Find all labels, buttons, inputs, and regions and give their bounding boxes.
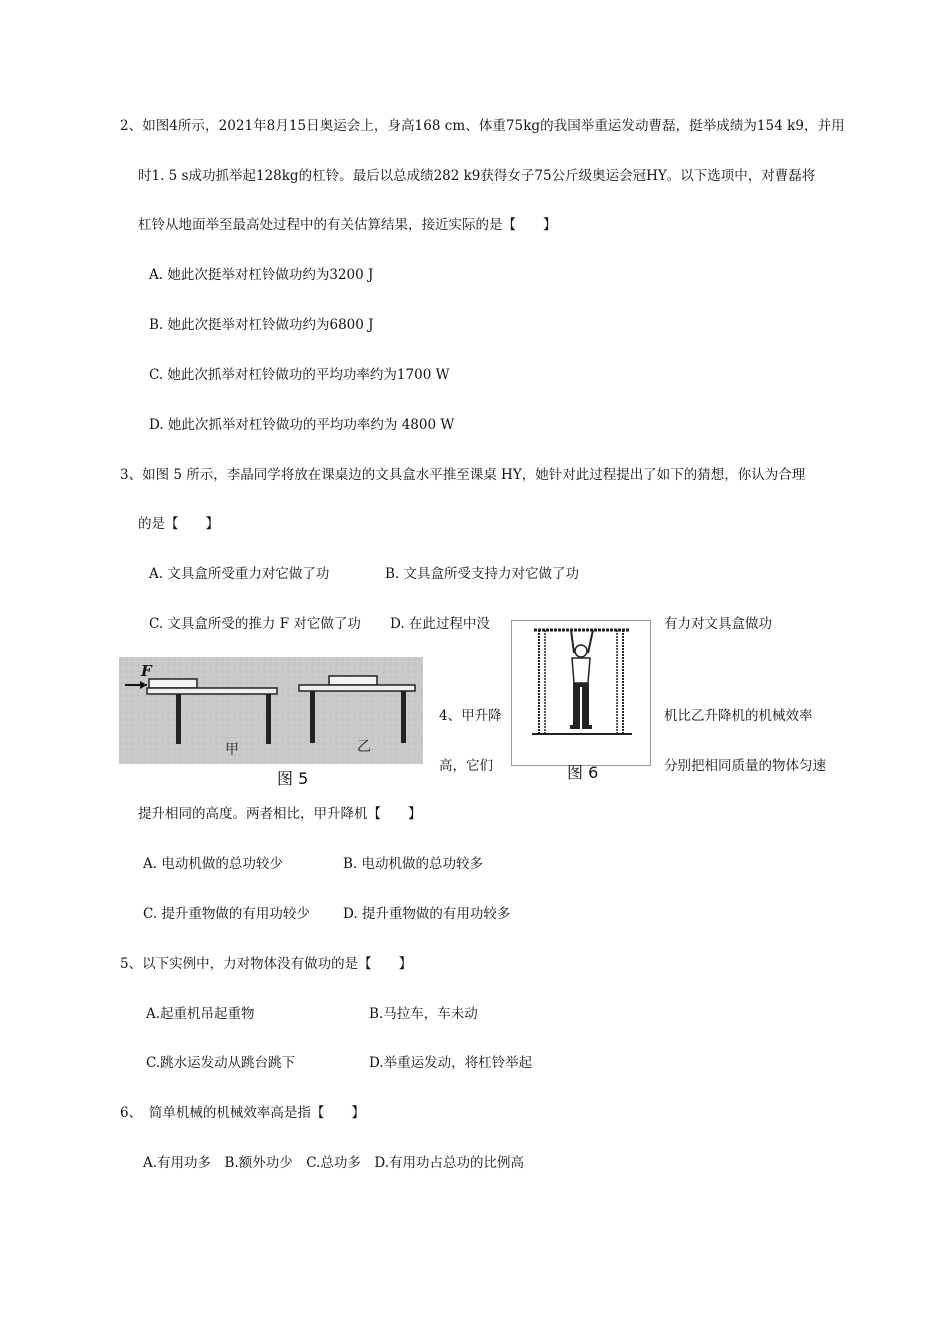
q5-option-b: B.马拉车，车未动: [369, 1006, 478, 1022]
figure-6-illustration: [512, 621, 650, 765]
q3-option-b: B. 文具盒所受支持力对它做了功: [385, 566, 580, 582]
q4-stem-end: 提升相同的高度。两者相比，甲升降机【 】: [138, 806, 422, 822]
q2-stem-line2: 时1. 5 s成功抓举起128kg的杠铃。最后以总成绩282 k9获得女子75公斤级奥运会冠HY。以下选项中，对曹磊将: [138, 168, 816, 184]
q4-fragment-3: 高，它们: [439, 758, 493, 774]
q3-option-d-right: 有力对文具盒做功: [664, 616, 772, 632]
q5-option-a: A.起重机吊起重物: [146, 1006, 255, 1022]
q3-stem-line1: 3、如图 5 所示，李晶同学将放在课桌边的文具盒水平推至课桌 HY，她针对此过程提出了如下的猜想，你认为合理: [120, 467, 806, 483]
pencil-box-left: [149, 679, 197, 688]
q5-option-d: D.举重运发动，将杠铃举起: [369, 1055, 533, 1071]
q3-option-d-left: D. 在此过程中没: [390, 616, 490, 632]
q2-stem-line3: 杠铃从地面举至最高处过程中的有关估算结果，接近实际的是【 】: [138, 217, 557, 233]
q6-options: A.有用功多 B.额外功少 C.总功多 D.有用功占总功的比例高: [143, 1155, 525, 1171]
desk-top-right: [299, 685, 415, 691]
label-yi: 乙: [357, 739, 371, 755]
q6-stem: 6、 简单机械的机械效率高是指【 】: [120, 1105, 365, 1121]
person-icon: [570, 630, 593, 729]
q2-option-c: C. 她此次抓举对杠铃做功的平均功率约为1700 W: [149, 367, 450, 383]
q4-fragment-2: 机比乙升降机的机械效率: [664, 708, 813, 724]
q3-stem-line2: 的是【 】: [138, 516, 219, 532]
q5-option-c: C.跳水运发动从跳台跳下: [146, 1055, 296, 1071]
figure-5: [119, 657, 423, 764]
pencil-box-right: [329, 676, 377, 685]
q3-option-c: C. 文具盒所受的推力 F 对它做了功: [149, 616, 361, 632]
q2-stem-line1: 2、如图4所示，2021年8月15日奥运会上，身高168 cm、体重75kg的我国举重运发动曹磊，挺举成绩为154 k9，并用: [120, 118, 845, 134]
desk-leg: [176, 694, 181, 744]
q3-option-a: A. 文具盒所受重力对它做了功: [149, 566, 330, 582]
q2-option-a: A. 她此次挺举对杠铃做功约为3200 J: [149, 267, 374, 283]
label-jia: 甲: [225, 742, 239, 758]
q4-option-a: A. 电动机做的总功较少: [143, 856, 283, 872]
desk-leg: [401, 691, 406, 743]
q4-option-d: D. 提升重物做的有用功较多: [343, 906, 511, 922]
q5-stem: 5、以下实例中，力对物体没有做功的是【 】: [120, 956, 413, 972]
figure-6: [511, 620, 651, 766]
q4-fragment-4: 分别把相同质量的物体匀速: [664, 758, 826, 774]
desk-leg: [266, 694, 271, 744]
figure-6-caption: 图 6: [567, 763, 599, 782]
desk-leg: [310, 691, 315, 743]
force-label: F: [141, 662, 152, 680]
figure-5-caption: 图 5: [277, 769, 309, 788]
figure-5-illustration: [119, 657, 423, 764]
q4-option-b: B. 电动机做的总功较多: [343, 856, 484, 872]
q2-option-d: D. 她此次抓举对杠铃做功的平均功率约为 4800 W: [149, 417, 455, 433]
desk-top-left: [147, 688, 277, 694]
q4-fragment-1: 4、甲升降: [439, 708, 502, 724]
q2-option-b: B. 她此次挺举对杠铃做功约为6800 J: [149, 317, 374, 333]
q4-option-c: C. 提升重物做的有用功较少: [143, 906, 310, 922]
